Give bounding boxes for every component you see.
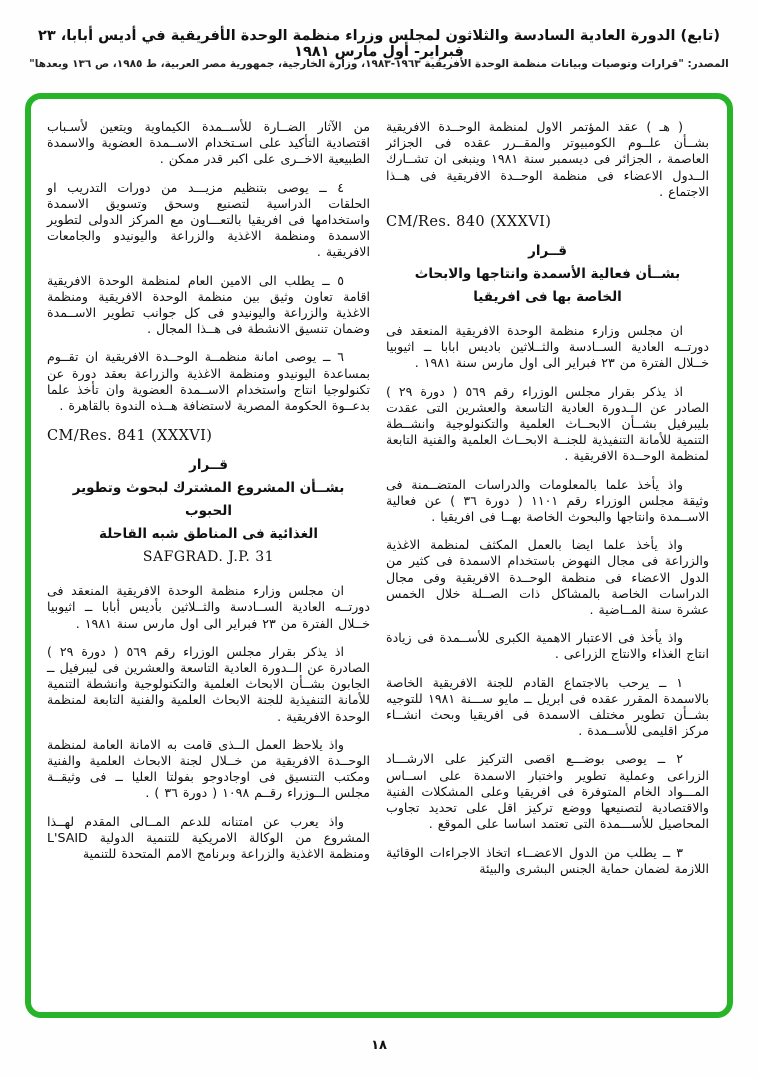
paragraph-gratitude-usaid: واذ يعرب عن امتنانه للدعم المــالى المقدم لهــذا المشروع من الوكالة الامريكية للتنمية الدولية L'SAID ومنظمة الاغذية والزراعة وبرنامج الامم المتحدة للتنمية [47, 813, 370, 862]
paragraph-operative-6: ٦ ــ يوصى امانة منظمــة الوحــدة الافريقية ان تقــوم بمساعدة اليونيدو ومنظمة الاغذية والزراعة بعقد دورة عن تكنولوجيا انتاج واستخدام الاســمدة العضوية وان تأخذ علما بدعــوة الحكومة المصرية لاستضافة هــذه الندوة بالقاهرة . [47, 349, 370, 414]
page-number: ١٨ [371, 1038, 387, 1053]
column-right [386, 119, 709, 1004]
resolution-title-line: الخاصة بها فى افريقيا [473, 289, 622, 306]
resolution-title-line: بشــأن المشروع المشترك لبحوث وتطوير الحبوب [72, 480, 345, 520]
paragraph-item-h: ( هـ ) عقد المؤتمر الاول لمنظمة الوحــدة الافريقية بشــأن علــوم الكومبيوتر والمقــرر عقده فى الجزائر العاصمة ، الجزائر فى ديسمبر سنة ١٩٨١ وينبغى ان تشــارك الــدول الاعضاء فى منظمة الوحــدة الافريقية فى هــذا الاجتماع . [386, 119, 709, 199]
paragraph-considering-importance: واذ يأخذ فى الاعتبار الاهمية الكبرى للأســمدة فى زيادة انتاج الغذاء والانتاج الزراعى . [386, 630, 709, 662]
paragraph-operative-3: ٣ ــ يطلب من الدول الاعضــاء اتخاذ الاجراءات الوقائية اللازمة لضمان حماية الجنس البشرى والبيئة [386, 844, 709, 876]
paragraph-operative-5: ٥ ــ يطلب الى الامين العام لمنظمة الوحدة الافريقية اقامة تعاون وثيق بين منظمة الوحدة الافريقية ومنظمة الاغذية والزراعة واليونيدو فى كل جوانب تطوير الاســمدة وضمان تنسيق الانشطة فى هــذا المجال . [47, 272, 370, 337]
resolution-title-line: الغذائية فى المناطق شبه القاحلة [99, 526, 318, 543]
paragraph-continuation: من الآثار الضــارة للأســمدة الكيماوية ويتعين لأسـباب اقتصادية التأكيد على اسـتخدام الاســمدة العضوية والاسمدة الطبيعية الاخــرى على اكبر قدر ممكن . [47, 119, 370, 167]
green-border-frame [25, 93, 733, 1018]
resolution-title-line: قــرار [189, 457, 228, 474]
paragraph-recall-res569: اذ يذكر بقرار مجلس الوزراء رقم ٥٦٩ ( دورة ٢٩ ) الصادرة عن الــدورة العادية التاسعة والعشرين فى ليبرفيل ــ الجابون بشــأن الابحاث العلمية والتكنولوجية وانشطة التنمية للأمانة التنفيذية للجنة الابحاث العلمية والفنية التابعة لمنظمة الوحدة الافريقية . [47, 643, 370, 724]
document-header-title: (تابع) الدورة العادية السادسة والثلاثون لمجلس وزراء منظمة الوحدة الأفريقية في أديس أبابا، ٢٣ فبراير- أول مارس ١٩٨١ [38, 28, 720, 60]
paragraph-operative-2: ٢ ــ يوصى بوضـــع اقصى التركيز على الارشـــاد الزراعى وعملية تطوير واختبار الاسمدة على اســاس المـــواد الخام المتوفرة فى افريقيا وعلى المشكلات الفنية والاقتصادية لتصنيعها ووضع تركيز اقل على تحديد تجاوب المحاصيل للأســـمدة التى تعتمد اساسا على الموقع . [386, 751, 709, 832]
paragraph-recall-res569: اذ يذكر بقرار مجلس الوزراء رقم ٥٦٩ ( دورة ٢٩ ) الصادر عن الــدورة العادية التاسعة والعشرين التى عقدت بليبرفيل بشــأن الابحــاث العلمية والتكنولوجية وانشــطة التنمية للأمانة التنفيذية للجنــة الابحــاث العلمية والفنية التابعة لمنظمة الوحــدة الافريقية . [386, 383, 709, 464]
resolution-840-title [386, 240, 709, 309]
paragraph-operative-1: ١ ــ يرحب بالاجتماع القادم للجنة الافريقية الخاصة بالاسمدة المقرر عقده فى ابريل ــ مايو ســـنة ١٩٨١ للتوجيه بشــأن تطوير مختلف الاسمدة فى افريقيا وبحث انشــاء مركز اقليمى للأســمدة . [386, 674, 709, 739]
paragraph-council-session: ان مجلس وزارء منظمة الوحدة الافريقية المنعقد فى دورتــه العادية الســادسة والثــلاثين باديس ابابا ــ اثيوبيا خــلال الفترة من ٢٣ فبراير الى اول مارس سنة ١٩٨١ . [386, 323, 709, 371]
resolution-title-line: قــرار [528, 243, 567, 260]
column-left [47, 119, 370, 1004]
paragraph-council-session: ان مجلس وزارء منظمة الوحدة الافريقية المنعقد فى دورتــه العادية الســادسة والثــلاثين بأديس أبابا ــ اثيوبيا خــلال الفترة من ٢٣ فبراير الى اول مارس سنة ١٩٨١ . [47, 583, 370, 631]
paragraph-note-doc1101: واذ يأخذ علما بالمعلومات والدراسات المتضــمنة فى وثيقة مجلس الوزراء رقم ١١٠١ ( دورة ٣٦ ) عن فعالية الاســمدة وانتاجها والبحوث الخاصة بهــا فى افريقيا . [386, 476, 709, 525]
paragraph-operative-4: ٤ ــ يوصى بتنظيم مزيـــد من دورات التدريب او الحلقات الدراسية لتصنيع وسحق وتسويق الاسمدة واستخدامها فى افريقيا بالتعـــاون مع المركز الدولى لتطوير الاسمدة ومنظمة الاغذية والزراعة واليونيدو والجامعات الافريقية . [47, 179, 370, 260]
two-column-layout [31, 99, 727, 1012]
paragraph-note-doc1098: واذ يلاحظ العمل الــذى قامت به الامانة العامة لمنظمة الوحــدة الافريقية من خــلال لجنة الابحاث العلمية والفنية ومكتب التنسيق فى اوجادوجو بفولتا العليا ــ فى وثيقــة مجلس الــوزراء رقــم ١٠٩٨ ( دورة ٣٦ ) . [47, 736, 370, 801]
resolution-title-safgrad: SAFGRAD. J.P. 31 [142, 549, 275, 566]
resolution-number-841: CM/Res. 841 (XXXVI) [47, 428, 213, 445]
resolution-841-title [47, 454, 370, 569]
resolution-number-840: CM/Res. 840 (XXXVI) [386, 214, 552, 231]
resolution-title-line: بشــأن فعالية الأسمدة وانتاجها والابحاث [414, 266, 681, 283]
document-source-line: المصدر: "قرارات وتوصيات وبيانات منظمة الوحدة الأفريقية ١٩٦٣-١٩٨٣، وزارة الخارجية، جمهورية مصر العربية، ط ١٩٨٥، ص ١٣٦ وبعدها" [29, 58, 729, 70]
paragraph-note-fao-work: واذ يأخذ علما ايضا بالعمل المكثف لمنظمة الاغذية والزراعة فى مجال النهوض باستخدام الاسمدة فى كثير من الدول الاعضاء فى منظمة الوحــدة الافريقية وفى مجال الدراسات الخاصة بالمشاكل ذات الصــلة خلال الخمس عشرة سنة المــاضية . [386, 537, 709, 618]
